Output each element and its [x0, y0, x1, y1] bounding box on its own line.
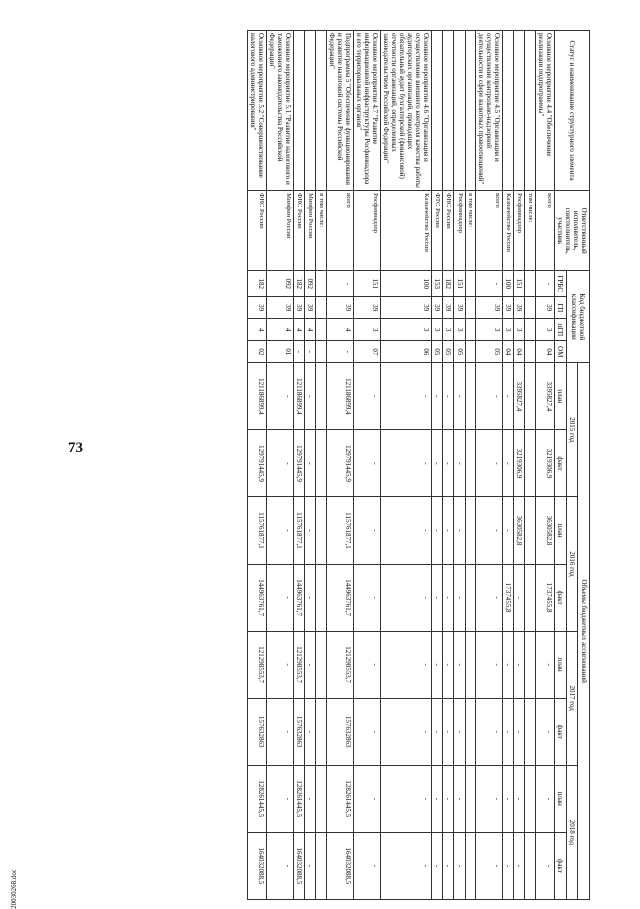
fact-2017-cell: -	[503, 698, 514, 765]
fact-2016-cell: -	[353, 564, 380, 631]
gp-cell	[465, 297, 475, 319]
fact-2016-cell: -	[305, 564, 316, 631]
fact-2018-cell: -	[353, 832, 380, 899]
plan-2015-cell: -	[381, 363, 432, 430]
plan-2018-cell: -	[503, 765, 514, 832]
plan-2015-cell: 121186899,4	[294, 363, 305, 430]
table-row	[514, 31, 525, 900]
header-plan: план	[554, 765, 566, 832]
executor-cell: Росфиннадзор	[514, 191, 525, 271]
om-cell: 07	[353, 341, 380, 363]
fact-2015-cell: -	[267, 430, 294, 497]
plan-2017-cell: -	[432, 631, 443, 698]
om-cell: 05	[443, 341, 454, 363]
plan-2015-cell: 3395827,4	[514, 363, 525, 430]
status-cell	[316, 31, 326, 191]
gp-cell: 39	[248, 297, 267, 319]
fact-2015-cell: 3219306,9	[514, 430, 525, 497]
header-plan: план	[554, 631, 566, 698]
executor-cell: ФНС России	[443, 191, 454, 271]
plan-2016-cell	[316, 497, 326, 564]
executor-cell: ФНС России	[294, 191, 305, 271]
grbs-cell: 100	[381, 271, 432, 297]
table-row	[316, 31, 326, 900]
plan-2015-cell: -	[476, 363, 503, 430]
fact-2017-cell	[465, 698, 475, 765]
plan-2017-cell: 121298553,7	[294, 631, 305, 698]
plan-2017-cell	[525, 631, 535, 698]
status-cell: Основное мероприятие 4.5 "Организация и осуществление контрольно-надзорной деятельности в сфере валютных правоотношений"	[476, 31, 503, 191]
grbs-cell: -	[535, 271, 554, 297]
plan-2017-cell: -	[267, 631, 294, 698]
plan-2018-cell	[465, 765, 475, 832]
pgp-cell: 4	[248, 319, 267, 341]
fact-2016-cell	[525, 564, 535, 631]
plan-2018-cell: -	[353, 765, 380, 832]
pgp-cell: 3	[514, 319, 525, 341]
table-row	[465, 31, 475, 900]
header-budget-code: Код бюджетной классификации	[566, 271, 589, 363]
grbs-cell: 153	[432, 271, 443, 297]
plan-2015-cell: 3395827,4	[535, 363, 554, 430]
fact-2016-cell: -	[267, 564, 294, 631]
plan-2016-cell: 3630582,8	[514, 497, 525, 564]
fact-2015-cell: -	[305, 430, 316, 497]
plan-2017-cell	[465, 631, 475, 698]
om-cell: -	[305, 341, 316, 363]
status-cell	[454, 31, 465, 191]
table-row	[353, 31, 380, 900]
fact-2018-cell: -	[381, 832, 432, 899]
fact-2018-cell: -	[305, 832, 316, 899]
gp-cell	[316, 297, 326, 319]
om-cell: 02	[248, 341, 267, 363]
fact-2015-cell: -	[432, 430, 443, 497]
plan-2018-cell: -	[432, 765, 443, 832]
plan-2015-cell: -	[267, 363, 294, 430]
pgp-cell: 4	[305, 319, 316, 341]
executor-cell: Казначейство России	[381, 191, 432, 271]
pgp-cell: 3	[535, 319, 554, 341]
fact-2016-cell: 1737455,8	[535, 564, 554, 631]
header-plan: план	[554, 497, 566, 564]
plan-2017-cell	[316, 631, 326, 698]
om-cell: 04	[503, 341, 514, 363]
plan-2017-cell: -	[476, 631, 503, 698]
fact-2017-cell: -	[535, 698, 554, 765]
fact-2017-cell: 157632863	[326, 698, 353, 765]
gp-cell: 39	[294, 297, 305, 319]
om-cell: 04	[514, 341, 525, 363]
grbs-cell: 182	[294, 271, 305, 297]
pgp-cell: 3	[476, 319, 503, 341]
header-pgp: пГП	[554, 319, 566, 341]
plan-2016-cell: -	[432, 497, 443, 564]
fact-2017-cell: 157632863	[294, 698, 305, 765]
pgp-cell	[316, 319, 326, 341]
status-cell	[465, 31, 475, 191]
fact-2018-cell: 164032088,5	[248, 832, 267, 899]
plan-2017-cell: -	[454, 631, 465, 698]
rotated-table-container	[50, 30, 590, 900]
status-cell: Основное мероприятие 4.6 "Организация и осуществление внешнего контроля качества работы аудиторских организаций, проводящих обязательный аудит бухгалтерской (финансовой) отчетности организаций, определенных законодательством Российской Федерации"	[381, 31, 432, 191]
fact-2018-cell	[525, 832, 535, 899]
header-year-2018: 2018 год	[566, 765, 578, 899]
header-fact: факт	[554, 564, 566, 631]
table-row	[267, 31, 294, 900]
om-cell: -	[294, 341, 305, 363]
pgp-cell: 3	[353, 319, 380, 341]
plan-2017-cell: -	[514, 631, 525, 698]
plan-2015-cell: -	[503, 363, 514, 430]
grbs-cell: -	[476, 271, 503, 297]
gp-cell	[525, 297, 535, 319]
plan-2017-cell: 121298553,7	[326, 631, 353, 698]
om-cell: 01	[267, 341, 294, 363]
gp-cell: 39	[381, 297, 432, 319]
gp-cell: 39	[514, 297, 525, 319]
plan-2018-cell	[525, 765, 535, 832]
gp-cell: 39	[503, 297, 514, 319]
fact-2015-cell: -	[476, 430, 503, 497]
status-cell	[432, 31, 443, 191]
executor-cell: Минфин России	[267, 191, 294, 271]
pgp-cell: 4	[267, 319, 294, 341]
executor-cell: Росфиннадзор	[353, 191, 380, 271]
pgp-cell	[525, 319, 535, 341]
plan-2018-cell: -	[476, 765, 503, 832]
fact-2018-cell: -	[503, 832, 514, 899]
executor-cell: Минфин России	[305, 191, 316, 271]
plan-2015-cell: -	[305, 363, 316, 430]
status-cell	[514, 31, 525, 191]
executor-cell: всего	[535, 191, 554, 271]
gp-cell: 39	[267, 297, 294, 319]
table-row	[248, 31, 267, 900]
plan-2016-cell: -	[267, 497, 294, 564]
executor-cell: Казначейство России	[503, 191, 514, 271]
table-body	[248, 31, 555, 900]
plan-2018-cell: -	[305, 765, 316, 832]
fact-2018-cell: -	[267, 832, 294, 899]
table-row	[381, 31, 432, 900]
fact-2016-cell: -	[432, 564, 443, 631]
pgp-cell: 3	[381, 319, 432, 341]
fact-2015-cell	[316, 430, 326, 497]
gp-cell: 39	[535, 297, 554, 319]
plan-2017-cell: -	[305, 631, 316, 698]
gp-cell: 39	[454, 297, 465, 319]
plan-2016-cell: -	[476, 497, 503, 564]
executor-cell: ФТС России	[432, 191, 443, 271]
table-row	[454, 31, 465, 900]
plan-2018-cell	[316, 765, 326, 832]
fact-2016-cell: -	[443, 564, 454, 631]
pgp-cell	[465, 319, 475, 341]
grbs-cell: 182	[248, 271, 267, 297]
fact-2016-cell: -	[514, 564, 525, 631]
fact-2015-cell: -	[353, 430, 380, 497]
plan-2017-cell: -	[443, 631, 454, 698]
grbs-cell: 182	[443, 271, 454, 297]
fact-2018-cell: -	[454, 832, 465, 899]
plan-2015-cell: -	[432, 363, 443, 430]
fact-2015-cell	[525, 430, 535, 497]
status-cell	[443, 31, 454, 191]
executor-cell: Росфиннадзор	[454, 191, 465, 271]
status-cell	[294, 31, 305, 191]
om-cell: 05	[476, 341, 503, 363]
fact-2018-cell: 164032088,5	[294, 832, 305, 899]
fact-2018-cell: -	[535, 832, 554, 899]
table-row	[503, 31, 514, 900]
fact-2015-cell: 129791445,9	[326, 430, 353, 497]
fact-2018-cell: -	[443, 832, 454, 899]
page-number: 73	[68, 440, 83, 456]
header-plan: план	[554, 363, 566, 430]
header-grbs: ГРБС	[554, 271, 566, 297]
budget-table	[247, 30, 590, 900]
header-gp: ГП	[554, 297, 566, 319]
fact-2018-cell: -	[476, 832, 503, 899]
executor-cell: том числе:	[525, 191, 535, 271]
executor-cell: всего	[476, 191, 503, 271]
status-cell	[305, 31, 316, 191]
fact-2017-cell: -	[305, 698, 316, 765]
fact-2015-cell: -	[503, 430, 514, 497]
om-cell: 04	[535, 341, 554, 363]
om-cell: 06	[381, 341, 432, 363]
plan-2015-cell	[316, 363, 326, 430]
fact-2015-cell: 129791445,9	[248, 430, 267, 497]
fact-2018-cell	[316, 832, 326, 899]
fact-2018-cell: -	[432, 832, 443, 899]
fact-2018-cell: 164032088,5	[326, 832, 353, 899]
executor-cell: в том числе:	[465, 191, 475, 271]
status-cell: Основное мероприятие 5.2 "Совершенствование налогового администрирования"	[248, 31, 267, 191]
fact-2017-cell	[316, 698, 326, 765]
header-status: Статус и наименование структурного элемента	[554, 31, 589, 191]
status-cell: Основное мероприятие 4.4 "Обеспечение реализации подпрограммы"	[535, 31, 554, 191]
om-cell: -	[326, 341, 353, 363]
fact-2017-cell: -	[381, 698, 432, 765]
gp-cell: 39	[432, 297, 443, 319]
plan-2018-cell: -	[267, 765, 294, 832]
grbs-cell: 151	[353, 271, 380, 297]
om-cell	[525, 341, 535, 363]
fact-2017-cell: -	[353, 698, 380, 765]
table-row	[326, 31, 353, 900]
fact-2017-cell: -	[454, 698, 465, 765]
table-row	[432, 31, 443, 900]
fact-2016-cell	[316, 564, 326, 631]
fact-2015-cell: -	[454, 430, 465, 497]
plan-2016-cell: -	[305, 497, 316, 564]
pgp-cell: 3	[443, 319, 454, 341]
grbs-cell: -	[326, 271, 353, 297]
gp-cell: 39	[305, 297, 316, 319]
om-cell	[316, 341, 326, 363]
fact-2017-cell	[525, 698, 535, 765]
grbs-cell: 100	[503, 271, 514, 297]
om-cell: 05	[454, 341, 465, 363]
plan-2018-cell: -	[514, 765, 525, 832]
plan-2016-cell	[525, 497, 535, 564]
gp-cell: 39	[443, 297, 454, 319]
om-cell: 05	[432, 341, 443, 363]
fact-2017-cell: -	[267, 698, 294, 765]
footer-doc-text: 20030268.doc	[9, 869, 18, 909]
header-fact: факт	[554, 430, 566, 497]
fact-2015-cell: 3219306,9	[535, 430, 554, 497]
grbs-cell: 092	[305, 271, 316, 297]
plan-2016-cell: -	[503, 497, 514, 564]
plan-2016-cell: 3630582,8	[535, 497, 554, 564]
table-row	[443, 31, 454, 900]
header-year-2015: 2015 год	[566, 363, 578, 497]
plan-2018-cell: -	[381, 765, 432, 832]
plan-2017-cell: 121298553,7	[248, 631, 267, 698]
header-executor: Ответственный исполнитель, соисполнитель, участник	[554, 191, 589, 271]
grbs-cell: 092	[267, 271, 294, 297]
fact-2017-cell: -	[476, 698, 503, 765]
grbs-cell: 151	[514, 271, 525, 297]
gp-cell: 39	[326, 297, 353, 319]
fact-2015-cell	[465, 430, 475, 497]
plan-2015-cell	[465, 363, 475, 430]
plan-2015-cell	[525, 363, 535, 430]
grbs-cell	[465, 271, 475, 297]
executor-cell: в том числе:	[316, 191, 326, 271]
plan-2016-cell: -	[381, 497, 432, 564]
plan-2015-cell: 121186899,4	[248, 363, 267, 430]
fact-2018-cell: -	[514, 832, 525, 899]
pgp-cell: 4	[326, 319, 353, 341]
plan-2016-cell: 115761877,1	[326, 497, 353, 564]
executor-cell: ФНС России	[248, 191, 267, 271]
fact-2018-cell	[465, 832, 475, 899]
grbs-cell	[316, 271, 326, 297]
header-year-2017: 2017 год	[566, 631, 578, 765]
status-cell: Подпрограмма 5 "Обеспечение функционирования и развитие налоговой системы Российской Федерации"	[326, 31, 353, 191]
fact-2017-cell: -	[443, 698, 454, 765]
plan-2018-cell: 128261445,5	[294, 765, 305, 832]
header-fact: факт	[554, 698, 566, 765]
fact-2017-cell: -	[514, 698, 525, 765]
status-cell	[503, 31, 514, 191]
fact-2016-cell: -	[476, 564, 503, 631]
plan-2015-cell: -	[443, 363, 454, 430]
plan-2018-cell: -	[454, 765, 465, 832]
plan-2018-cell: -	[443, 765, 454, 832]
pgp-cell: 3	[503, 319, 514, 341]
fact-2015-cell: -	[381, 430, 432, 497]
fact-2015-cell: 129791445,9	[294, 430, 305, 497]
om-cell	[465, 341, 475, 363]
plan-2016-cell: 115761877,1	[248, 497, 267, 564]
header-fact: факт	[554, 832, 566, 899]
plan-2016-cell: -	[443, 497, 454, 564]
plan-2017-cell: -	[535, 631, 554, 698]
plan-2017-cell: -	[353, 631, 380, 698]
plan-2016-cell: 115761877,1	[294, 497, 305, 564]
plan-2017-cell: -	[381, 631, 432, 698]
plan-2015-cell: 121186899,4	[326, 363, 353, 430]
fact-2017-cell: 157632863	[248, 698, 267, 765]
pgp-cell: 3	[454, 319, 465, 341]
fact-2015-cell: -	[443, 430, 454, 497]
fact-2016-cell: -	[381, 564, 432, 631]
fact-2017-cell: -	[432, 698, 443, 765]
fact-2016-cell	[465, 564, 475, 631]
header-om: ОМ	[554, 341, 566, 363]
table-row	[476, 31, 503, 900]
status-cell: Основное мероприятие 4.7 "Развитие информационной инфраструктуры Росфиннадзора и его территориальных органов"	[353, 31, 380, 191]
fact-2016-cell: 144963761,7	[326, 564, 353, 631]
plan-2016-cell	[465, 497, 475, 564]
plan-2015-cell: -	[353, 363, 380, 430]
plan-2018-cell: -	[535, 765, 554, 832]
plan-2018-cell: 128261445,5	[326, 765, 353, 832]
grbs-cell	[525, 271, 535, 297]
gp-cell: 39	[476, 297, 503, 319]
header-volumes: Объемы бюджетных ассигнований	[578, 363, 590, 900]
plan-2018-cell: 128261445,5	[248, 765, 267, 832]
header-year-2016: 2016 год	[566, 497, 578, 631]
executor-cell: всего	[326, 191, 353, 271]
table-row	[525, 31, 535, 900]
plan-2016-cell: -	[353, 497, 380, 564]
plan-2016-cell: -	[454, 497, 465, 564]
table-row	[305, 31, 316, 900]
grbs-cell: 151	[454, 271, 465, 297]
status-cell	[525, 31, 535, 191]
fact-2016-cell: 144963761,7	[248, 564, 267, 631]
pgp-cell: 3	[432, 319, 443, 341]
table-row	[294, 31, 305, 900]
fact-2016-cell: 1737455,8	[503, 564, 514, 631]
gp-cell: 39	[353, 297, 380, 319]
table-row	[535, 31, 554, 900]
pgp-cell: 4	[294, 319, 305, 341]
fact-2016-cell: -	[454, 564, 465, 631]
plan-2015-cell: -	[454, 363, 465, 430]
fact-2016-cell: 144963761,7	[294, 564, 305, 631]
plan-2017-cell: -	[503, 631, 514, 698]
status-cell: Основное мероприятие 5.1 "Развитие налогового и таможенного законодательства Российской Федерации"	[267, 31, 294, 191]
